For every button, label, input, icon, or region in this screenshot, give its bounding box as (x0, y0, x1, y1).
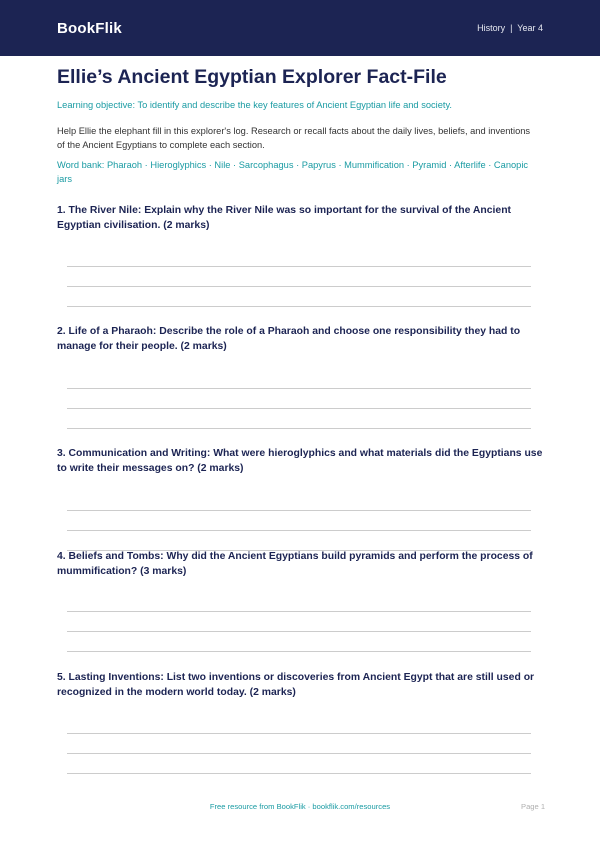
answer-line[interactable] (67, 733, 531, 734)
answer-line[interactable] (67, 510, 531, 511)
footer-text: Free resource from BookFlik · bookflik.com/resources (209, 802, 391, 811)
learning-objective: Learning objective: To identify and describe the key features of Ancient Egyptian life and society. (57, 100, 453, 110)
question-1: 1. The River Nile: Explain why the River Nile was so important for the survival of the Ancient Egyptian civilisation. (2 marks) (57, 205, 512, 231)
page-title: Ellie’s Ancient Egyptian Explorer Fact-File (57, 66, 447, 88)
answer-line[interactable] (67, 753, 531, 754)
answer-line[interactable] (67, 611, 531, 612)
question-3: 3. Communication and Writing: What were hieroglyphics and what materials did the Egyptians use to write their messages on? (2 marks) (57, 448, 543, 474)
answer-line[interactable] (67, 428, 531, 429)
answer-line[interactable] (67, 266, 531, 267)
subject-year-label: History | Year 4 (477, 23, 543, 33)
answer-line[interactable] (67, 651, 531, 652)
answer-line[interactable] (67, 408, 531, 409)
question-4: 4. Beliefs and Tombs: Why did the Ancient Egyptians build pyramids and perform the process of mummification? (3 marks) (57, 551, 533, 577)
answer-line[interactable] (67, 306, 531, 307)
page-header (0, 0, 600, 56)
brand-logo-text: BookFlik (57, 19, 122, 37)
intro-text: Help Ellie the elephant fill in this explorer's log. Research or recall facts about the daily lives, beliefs, and inventions of the Ancient Egyptians to complete each section. (57, 126, 531, 150)
answer-line[interactable] (67, 631, 531, 632)
page-number: Page 1 (521, 802, 546, 811)
answer-line[interactable] (67, 530, 531, 531)
question-5: 5. Lasting Inventions: List two inventions or discoveries from Ancient Egypt that are still used or recognized in the modern world today. (2 marks) (57, 672, 535, 698)
answer-line[interactable] (67, 773, 531, 774)
answer-line[interactable] (67, 286, 531, 287)
answer-line[interactable] (67, 388, 531, 389)
word-bank: Word bank: Pharaoh · Hieroglyphics · Nile · Sarcophagus · Papyrus · Mummification · Pyramid · Afterlife · Canopic jars (57, 160, 529, 184)
question-2: 2. Life of a Pharaoh: Describe the role of a Pharaoh and choose one responsibility they had to manage for their people. (2 marks) (57, 326, 521, 352)
